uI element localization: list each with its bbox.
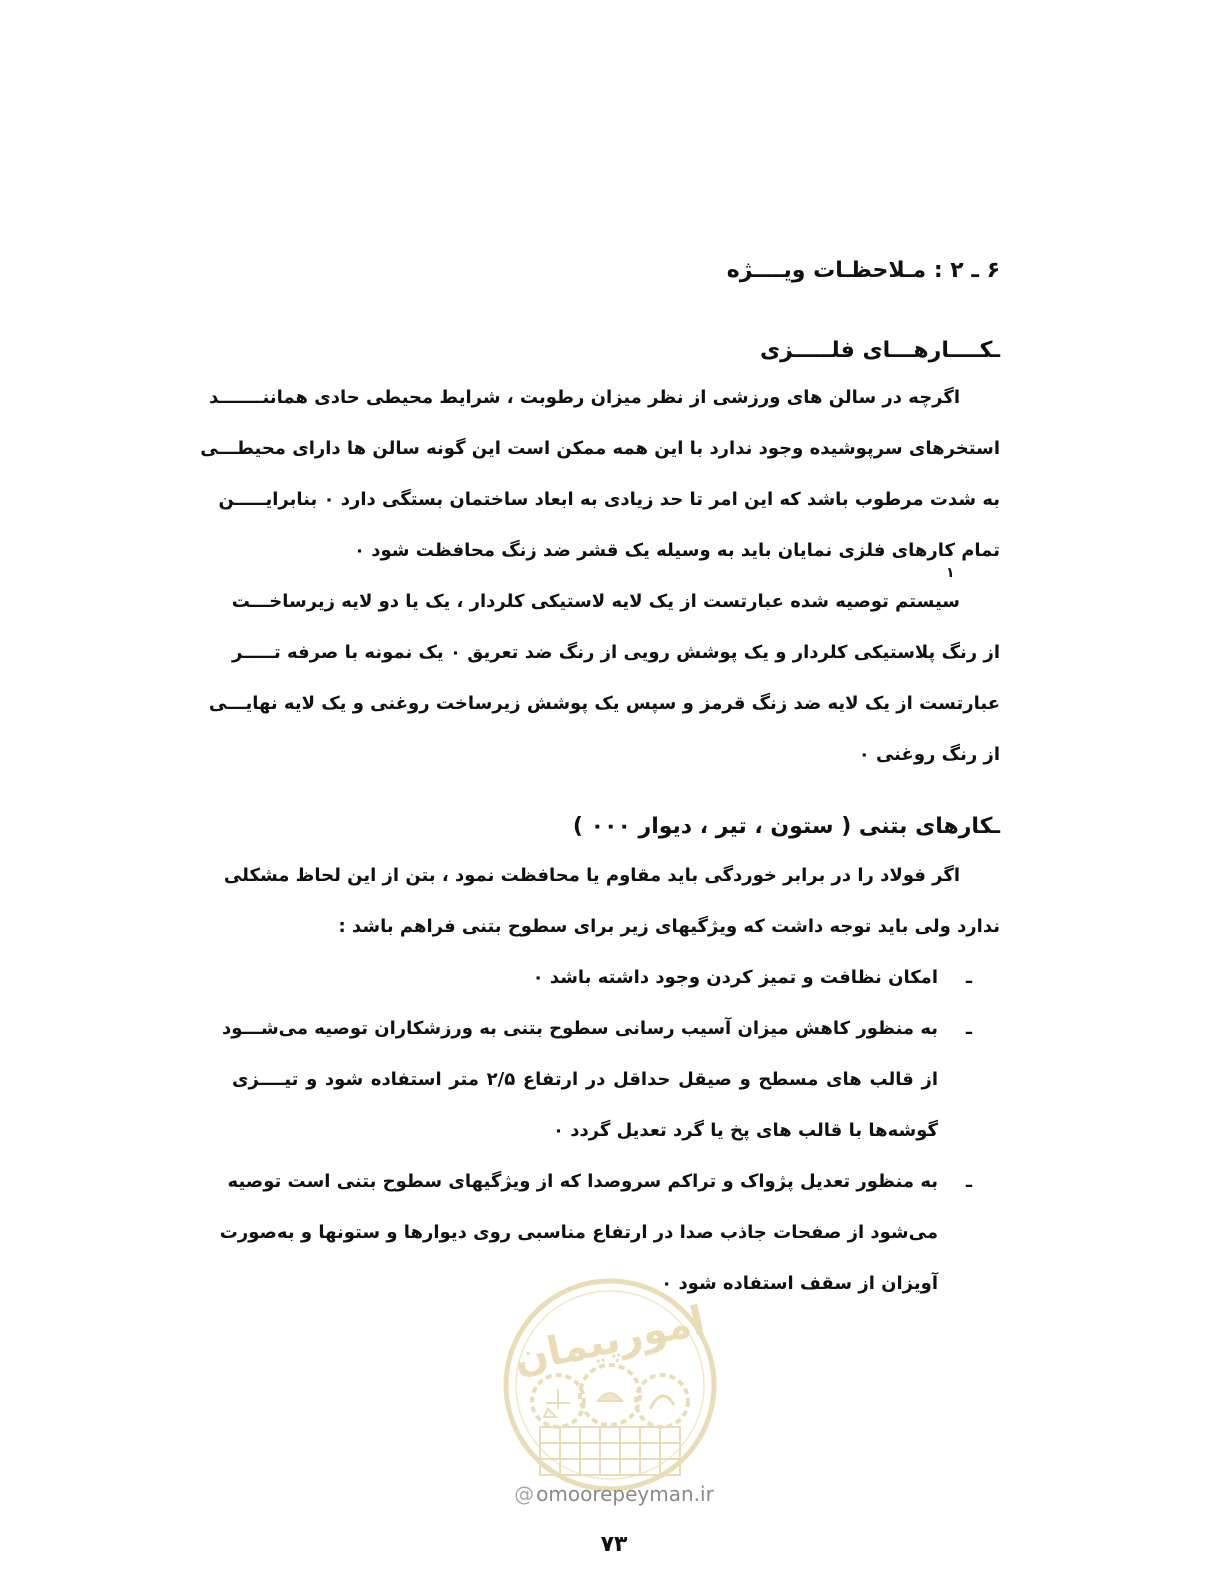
bullet-dash: ـ: [965, 967, 972, 988]
text-line: سیستم توصیه شده عبارتست از یک لایه لاستیکی کلردار ، یک یا دو لایه زیرساخـــت: [231, 591, 960, 612]
text-line: آویزان از سقف استفاده شود ۰: [661, 1273, 938, 1294]
metal-works-heading: ـکــــارهـــای فلـــــزی: [759, 338, 1000, 363]
concrete-works-paragraph: [223, 850, 1000, 952]
text-line: اگرچه در سالن های ورزشی از نظر میزان رطوبت ، شرایط محیطی حادی هماننـــــــد: [209, 387, 960, 408]
watermark-site-text: omoorepeyman.ir: [536, 1482, 714, 1506]
list-item: [232, 952, 972, 1003]
list-item: [221, 1003, 972, 1156]
text-line: می‌شود از صفحات جاذب صدا در ارتفاع مناسبی روی دیوارها و ستونها و به‌صورت: [219, 1222, 938, 1243]
text-line: از رنگ پلاستیکی کلردار و یک پوشش رویی از رنگ ضد تعریق ۰ یک نمونه با صرفه تـــــر: [232, 642, 1000, 663]
text-line: امکان نظافت و تمیز کردن وجود داشته باشد ۰: [532, 967, 938, 988]
watermark-logo: [500, 1275, 720, 1495]
concrete-requirements-list: [219, 952, 972, 1309]
text-line: به شدت مرطوب باشد که این امر تا حد زیادی به ابعاد ساختمان بستگی دارد ۰ بنابرایـــــن: [218, 489, 1000, 510]
watermark-site: [0, 1482, 1228, 1506]
at-icon: @: [514, 1482, 535, 1506]
text-line: تمام کارهای فلزی نمایان باید به وسیله یک قشر ضد زنگ محافظت شود ۰: [353, 540, 1000, 561]
text-line: عبارتست از یک لایه ضد زنگ قرمز و سپس یک پوشش زیرساخت روغنی و یک لایه نهایـــی: [208, 693, 1000, 714]
text-line: به منظور کاهش میزان آسیب رسانی سطوح بتنی به ورزشکاران توصیه می‌شـــود: [221, 1018, 938, 1039]
text-line: به منظور تعدیل پژواک و تراکم سروصدا که از ویژگیهای سطوح بتنی است توصیه: [227, 1171, 938, 1192]
page-number: ۷۳: [600, 1532, 628, 1557]
text-line: اگر فولاد را در برابر خوردگی باید مقاوم یا محافظت نمود ، بتن از این لحاظ مشکلی: [223, 865, 960, 886]
section-title: ۶ ـ ۲ : مـلاحظـات ویــــژه: [726, 258, 1000, 283]
text-line: از قالب های مسطح و صیقل حداقل در ارتفاع ۲/۵ متر استفاده شود و تیــــزی: [232, 1069, 939, 1090]
text-line: از رنگ روغنی ۰: [858, 744, 1000, 765]
bullet-dash: ـ: [965, 1171, 972, 1192]
concrete-works-heading: ـکارهای بتنی ( ستون ، تیر ، دیوار ۰۰۰ ): [572, 814, 1000, 839]
text-line: استخرهای سرپوشیده وجود ندارد با این همه ممکن است این گونه سالن ها دارای محیطـــی: [200, 438, 1000, 459]
text-line: ندارد ولی باید توجه داشت که ویژگیهای زیر برای سطوح بتنی فراهم باشد :: [338, 916, 1000, 937]
watermark-logo-text: امورپیمان: [509, 1297, 709, 1383]
metal-works-paragraph: [200, 372, 1000, 780]
text-line: گوشه‌ها با قالب های پخ یا گرد تعدیل گردد ۰: [552, 1120, 938, 1141]
footnote-mark: ۱: [946, 565, 955, 581]
bullet-dash: ـ: [965, 1018, 972, 1039]
